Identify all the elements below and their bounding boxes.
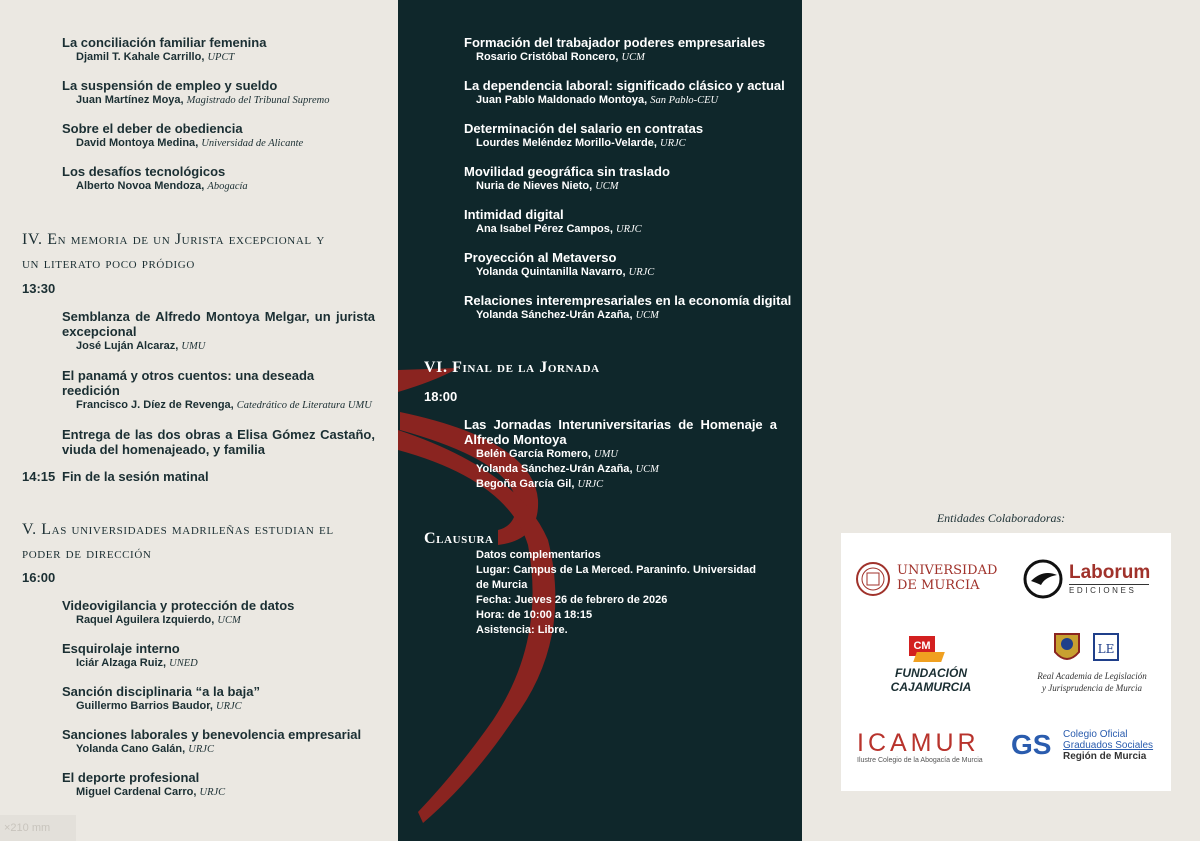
section-heading-vi: VI. Final de la Jornada [424, 359, 600, 376]
session-time: 18:00 [424, 389, 458, 404]
talk-author: Ana Isabel Pérez Campos [476, 223, 610, 235]
talk-title: Determinación del salario en contratas [464, 121, 704, 136]
section-heading-v: V. Las universidades madrileñas estudian el poder de dirección [22, 521, 334, 562]
talk-title: Formación del trabajador poderes empresariales [464, 35, 766, 50]
talk-title: Sobre el deber de obediencia [62, 121, 243, 136]
logo-graduados-sociales: GS Colegio Oficial Graduados Sociales Región de Murcia [1011, 729, 1154, 762]
talk-author: Yolanda Quintanilla Navarro [476, 266, 623, 278]
talk-affiliation: URJC [199, 787, 226, 798]
talk-title: La dependencia laboral: significado clásico y actual [464, 78, 785, 93]
talk-item: Esquirolaje interno Iciár Alzaga Ruiz, UNED [62, 641, 382, 671]
session-end-label: Fin de la sesión matinal [62, 469, 209, 484]
talk-affiliation: San Pablo-CEU [650, 95, 719, 106]
left-panel [0, 0, 398, 841]
section-heading-iv: IV. En memoria de un Jurista excepcional y un literato poco pródigo [22, 231, 325, 272]
talk-item: Relaciones interempresariales en la economía digital Yolanda Sánchez-Urán Azaña, UCM [464, 293, 799, 323]
talk-author: Yolanda Sánchez-Urán Azaña [476, 309, 630, 321]
collaborators-logo-panel [841, 533, 1171, 791]
talk-item: El panamá y otros cuentos: una deseada reedición Francisco J. Díez de Revenga, Catedrático de Literatura UMU [62, 368, 375, 413]
collaborators-title: Entidades Colaboradoras: [936, 511, 1066, 525]
talk-title: Los desafíos tecnológicos [62, 164, 226, 179]
coat-of-arms-icon [1051, 626, 1083, 668]
talk-affiliation: URJC [577, 479, 604, 490]
talk-item: Sobre el deber de obediencia David Montoya Medina, Universidad de Alicante [62, 121, 382, 151]
svg-text:LE: LE [1097, 642, 1115, 656]
talk-author: Rosario Cristóbal Roncero [476, 51, 616, 63]
talk-affiliation: URJC [660, 138, 686, 149]
logo-laborum: Laborum EDICIONES [1023, 559, 1163, 601]
talk-title: Semblanza de Alfredo Montoya Melgar, un jurista excepcional [62, 309, 375, 339]
corner-dimension-label: ×210 mm [0, 815, 76, 841]
academy-emblem-icon [1091, 628, 1121, 666]
session-time: 14:15 [22, 469, 56, 484]
talk-affiliation: Abogacía [207, 181, 248, 192]
logo-fundacion-cajamurcia: CM FUNDACIÓN CAJAMURCIA [885, 636, 977, 696]
talk-affiliation: UCM [621, 52, 645, 63]
talk-item: Videovigilancia y protección de datos Raquel Aguilera Izquierdo, UCM [62, 598, 382, 628]
closing-line: Asistencia: Libre. [476, 624, 568, 636]
talk-affiliation: UCM [635, 464, 659, 475]
logo-icamur: ICAMUR Ilustre Colegio de la Abogacía de Murcia [857, 729, 983, 764]
talk-affiliation: UCM [635, 310, 659, 321]
talk-title: Intimidad digital [464, 207, 564, 222]
talk-author: Miguel Cardenal Carro [76, 786, 194, 798]
closing-line: Hora: de 10:00 a 18:15 [476, 609, 593, 621]
talk-author: Yolanda Cano Galán [76, 743, 183, 755]
talk-affiliation: Universidad de Alicante [201, 138, 304, 149]
talk-item: El deporte profesional Miguel Cardenal Carro, URJC [62, 770, 382, 800]
talk-title: Proyección al Metaverso [464, 250, 617, 265]
talk-affiliation: UPCT [207, 52, 235, 63]
closing-line: Fecha: Jueves 26 de febrero de 2026 [476, 594, 668, 606]
talk-title: Videovigilancia y protección de datos [62, 598, 295, 613]
talk-item: Intimidad digital Ana Isabel Pérez Campos, URJC [464, 207, 784, 237]
talk-author: José Luján Alcaraz [76, 340, 176, 352]
talk-item: Movilidad geográfica sin traslado Nuria de Nieves Nieto, UCM [464, 164, 784, 194]
talk-item: Sanción disciplinaria “a la baja” Guillermo Barrios Baudor, URJC [62, 684, 382, 714]
closing-line: de Murcia [476, 579, 528, 591]
talk-affiliation: URJC [628, 267, 655, 278]
talk-affiliation: URJC [216, 701, 242, 712]
session-time: 16:00 [22, 570, 56, 585]
closing-line: Lugar: Campus de La Merced. Paraninfo. Universidad [476, 564, 756, 576]
talk-item: Los desafíos tecnológicos Alberto Novoa Mendoza, Abogacía [62, 164, 382, 194]
talk-title: La conciliación familiar femenina [62, 35, 267, 50]
talk-author: Raquel Aguilera Izquierdo [76, 614, 212, 626]
logo-universidad-murcia: UNIVERSIDAD DE MURCIA [855, 561, 1005, 601]
talk-title: Las Jornadas Interuniversitarias de Homenaje a Alfredo Montoya [464, 417, 777, 447]
talk-author: Nuria de Nieves Nieto [476, 180, 590, 192]
talk-author: Juan Martínez Moya [76, 94, 181, 106]
talk-title: Esquirolaje interno [62, 641, 180, 656]
talk-title: Sanciones laborales y benevolencia empresarial [62, 727, 362, 742]
gs-mark-icon: GS [1011, 729, 1052, 760]
talk-item: La suspensión de empleo y sueldo Juan Martínez Moya, Magistrado del Tribunal Supremo [62, 78, 382, 108]
talk-title: El deporte profesional [62, 770, 200, 785]
talk-affiliation: UMU [181, 341, 206, 352]
middle-panel [398, 0, 802, 841]
umu-seal-icon [855, 561, 891, 597]
logo-real-academia: LE Real Academia de Legislación y Jurisprudencia de Murcia [1027, 626, 1157, 702]
talk-author: Lourdes Meléndez Morillo-Velarde [476, 137, 654, 149]
talk-author: Alberto Novoa Mendoza [76, 180, 202, 192]
talk-item: Proyección al Metaverso Yolanda Quintanilla Navarro, URJC [464, 250, 784, 280]
talk-author: David Montoya Medina [76, 137, 196, 149]
talk-item: Semblanza de Alfredo Montoya Melgar, un jurista excepcional José Luján Alcaraz, UMU [62, 309, 375, 352]
talk-author: Djamil T. Kahale Carrillo [76, 51, 202, 63]
talk-item: La dependencia laboral: significado clásico y actual Juan Pablo Maldonado Montoya, San Pablo-CEU [464, 78, 794, 108]
talk-author: Juan Pablo Maldonado Montoya [476, 94, 645, 106]
closing-heading: Clausura [424, 530, 494, 547]
talk-title: El panamá y otros cuentos: una deseada reedición [62, 368, 315, 398]
session-time: 13:30 [22, 281, 56, 296]
talk-author: Begoña García Gil [476, 478, 572, 490]
talk-author: Belén García Romero [476, 448, 588, 460]
cm-badge-icon: CM [909, 636, 935, 656]
talk-item: La conciliación familiar femenina Djamil T. Kahale Carrillo, UPCT [62, 35, 382, 65]
talk-item: Sanciones laborales y benevolencia empresarial Yolanda Cano Galán, URJC [62, 727, 382, 757]
talk-item: Formación del trabajador poderes empresariales Rosario Cristóbal Roncero, UCM [464, 35, 784, 65]
talk-title: Sanción disciplinaria “a la baja” [62, 684, 260, 699]
talk-item: Las Jornadas Interuniversitarias de Homenaje a Alfredo Montoya Belén García Romero, UMU Yolanda Sánchez-Urán Azaña, UCM Begoña García Gil, URJC [464, 417, 777, 490]
talk-affiliation: UCM [595, 181, 619, 192]
closing-details [476, 548, 778, 638]
talk-affiliation: Catedrático de Literatura UMU [236, 400, 372, 411]
talk-affiliation: Magistrado del Tribunal Supremo [186, 95, 330, 106]
talk-affiliation: UCM [217, 615, 241, 626]
talk-affiliation: URJC [616, 224, 642, 235]
laborum-bird-icon [1023, 559, 1063, 599]
talk-author: Yolanda Sánchez-Urán Azaña [476, 463, 630, 475]
talk-title: La suspensión de empleo y sueldo [62, 78, 278, 93]
talk-item: Determinación del salario en contratas Lourdes Meléndez Morillo-Velarde, URJC [464, 121, 784, 151]
talk-title: Movilidad geográfica sin traslado [464, 164, 670, 179]
talk-affiliation: URJC [188, 744, 214, 755]
talk-author: Guillermo Barrios Baudor [76, 700, 210, 712]
talk-title: Entrega de las dos obras a Elisa Gómez Castaño, viuda del homenajeado, y familia [62, 427, 375, 457]
talk-author: Iciár Alzaga Ruiz [76, 657, 164, 669]
talk-author: Francisco J. Díez de Revenga [76, 399, 231, 411]
talk-title: Relaciones interempresariales en la economía digital [464, 293, 792, 308]
talk-affiliation: UMU [594, 449, 618, 460]
talk-affiliation: UNED [169, 658, 198, 669]
closing-line: Datos complementarios [476, 549, 601, 561]
